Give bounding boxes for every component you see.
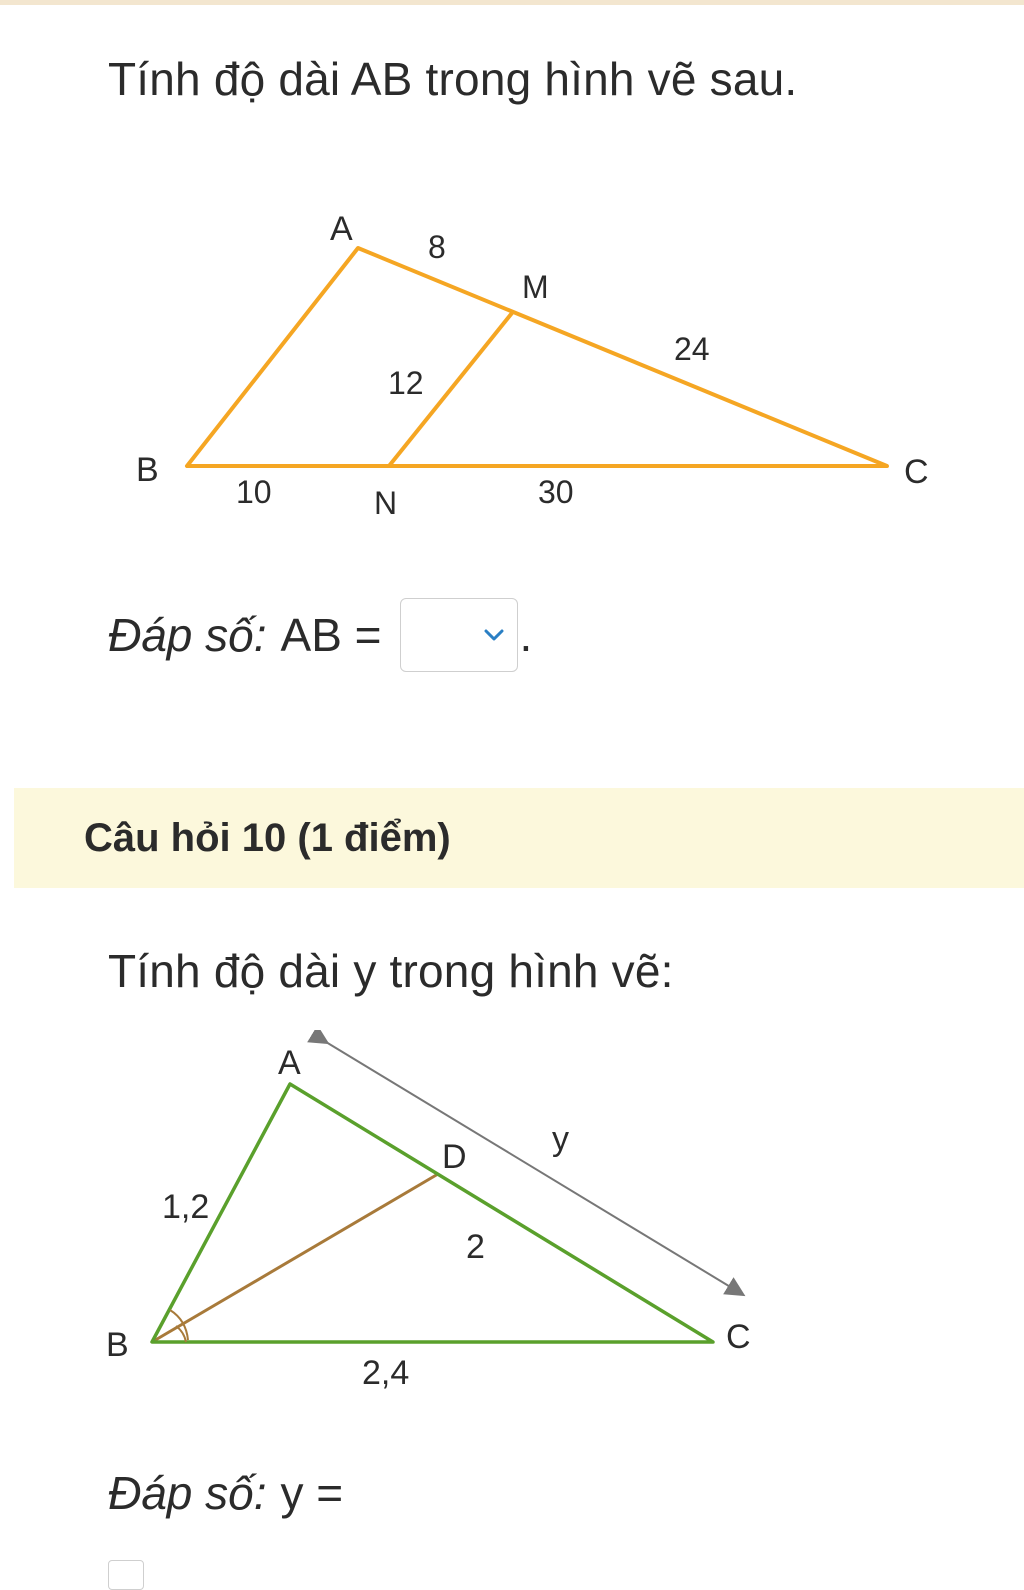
length-ab: 1,2 — [162, 1188, 210, 1226]
label-m: M — [522, 269, 549, 305]
top-divider — [0, 0, 1024, 5]
question-10-header — [14, 788, 1024, 888]
label-d: D — [442, 1138, 467, 1176]
question-10-answer-line — [108, 1466, 343, 1520]
answer-label-10: Đáp số: — [108, 1467, 267, 1519]
label-b: B — [136, 451, 159, 489]
answer-label: Đáp số: — [108, 609, 267, 661]
label-a2: A — [278, 1044, 301, 1082]
question-9-answer-line — [108, 598, 532, 672]
triangle-abc-green — [152, 1084, 713, 1342]
answer-input-field[interactable] — [108, 1560, 144, 1590]
length-dc: 2 — [466, 1228, 485, 1266]
triangle-figure-abcd — [0, 1030, 1000, 1400]
question-9-prompt: Tính độ dài AB trong hình vẽ sau. — [108, 53, 798, 105]
triangle-figure-abc-mn — [0, 200, 1000, 530]
answer-dropdown[interactable] — [400, 598, 518, 672]
length-bc: 2,4 — [362, 1354, 410, 1392]
chevron-down-icon — [483, 628, 505, 642]
label-c2: C — [726, 1318, 751, 1356]
question-10-prompt: Tính độ dài y trong hình vẽ: — [108, 945, 674, 997]
question-10-title: Câu hỏi 10 (1 điểm) — [84, 815, 451, 860]
length-am: 8 — [428, 229, 446, 265]
length-mn: 12 — [388, 365, 424, 401]
label-n: N — [374, 485, 398, 521]
label-c: C — [904, 453, 929, 491]
length-y: y — [552, 1120, 569, 1158]
arrow-y — [326, 1042, 742, 1294]
answer-expression: AB = — [280, 609, 382, 661]
length-mc: 24 — [674, 331, 710, 367]
answer-period: . — [519, 609, 533, 661]
length-nc: 30 — [538, 474, 574, 510]
length-bn: 10 — [236, 474, 272, 510]
label-a: A — [330, 210, 353, 248]
label-b2: B — [106, 1326, 129, 1364]
answer-expression-10: y = — [280, 1467, 344, 1519]
